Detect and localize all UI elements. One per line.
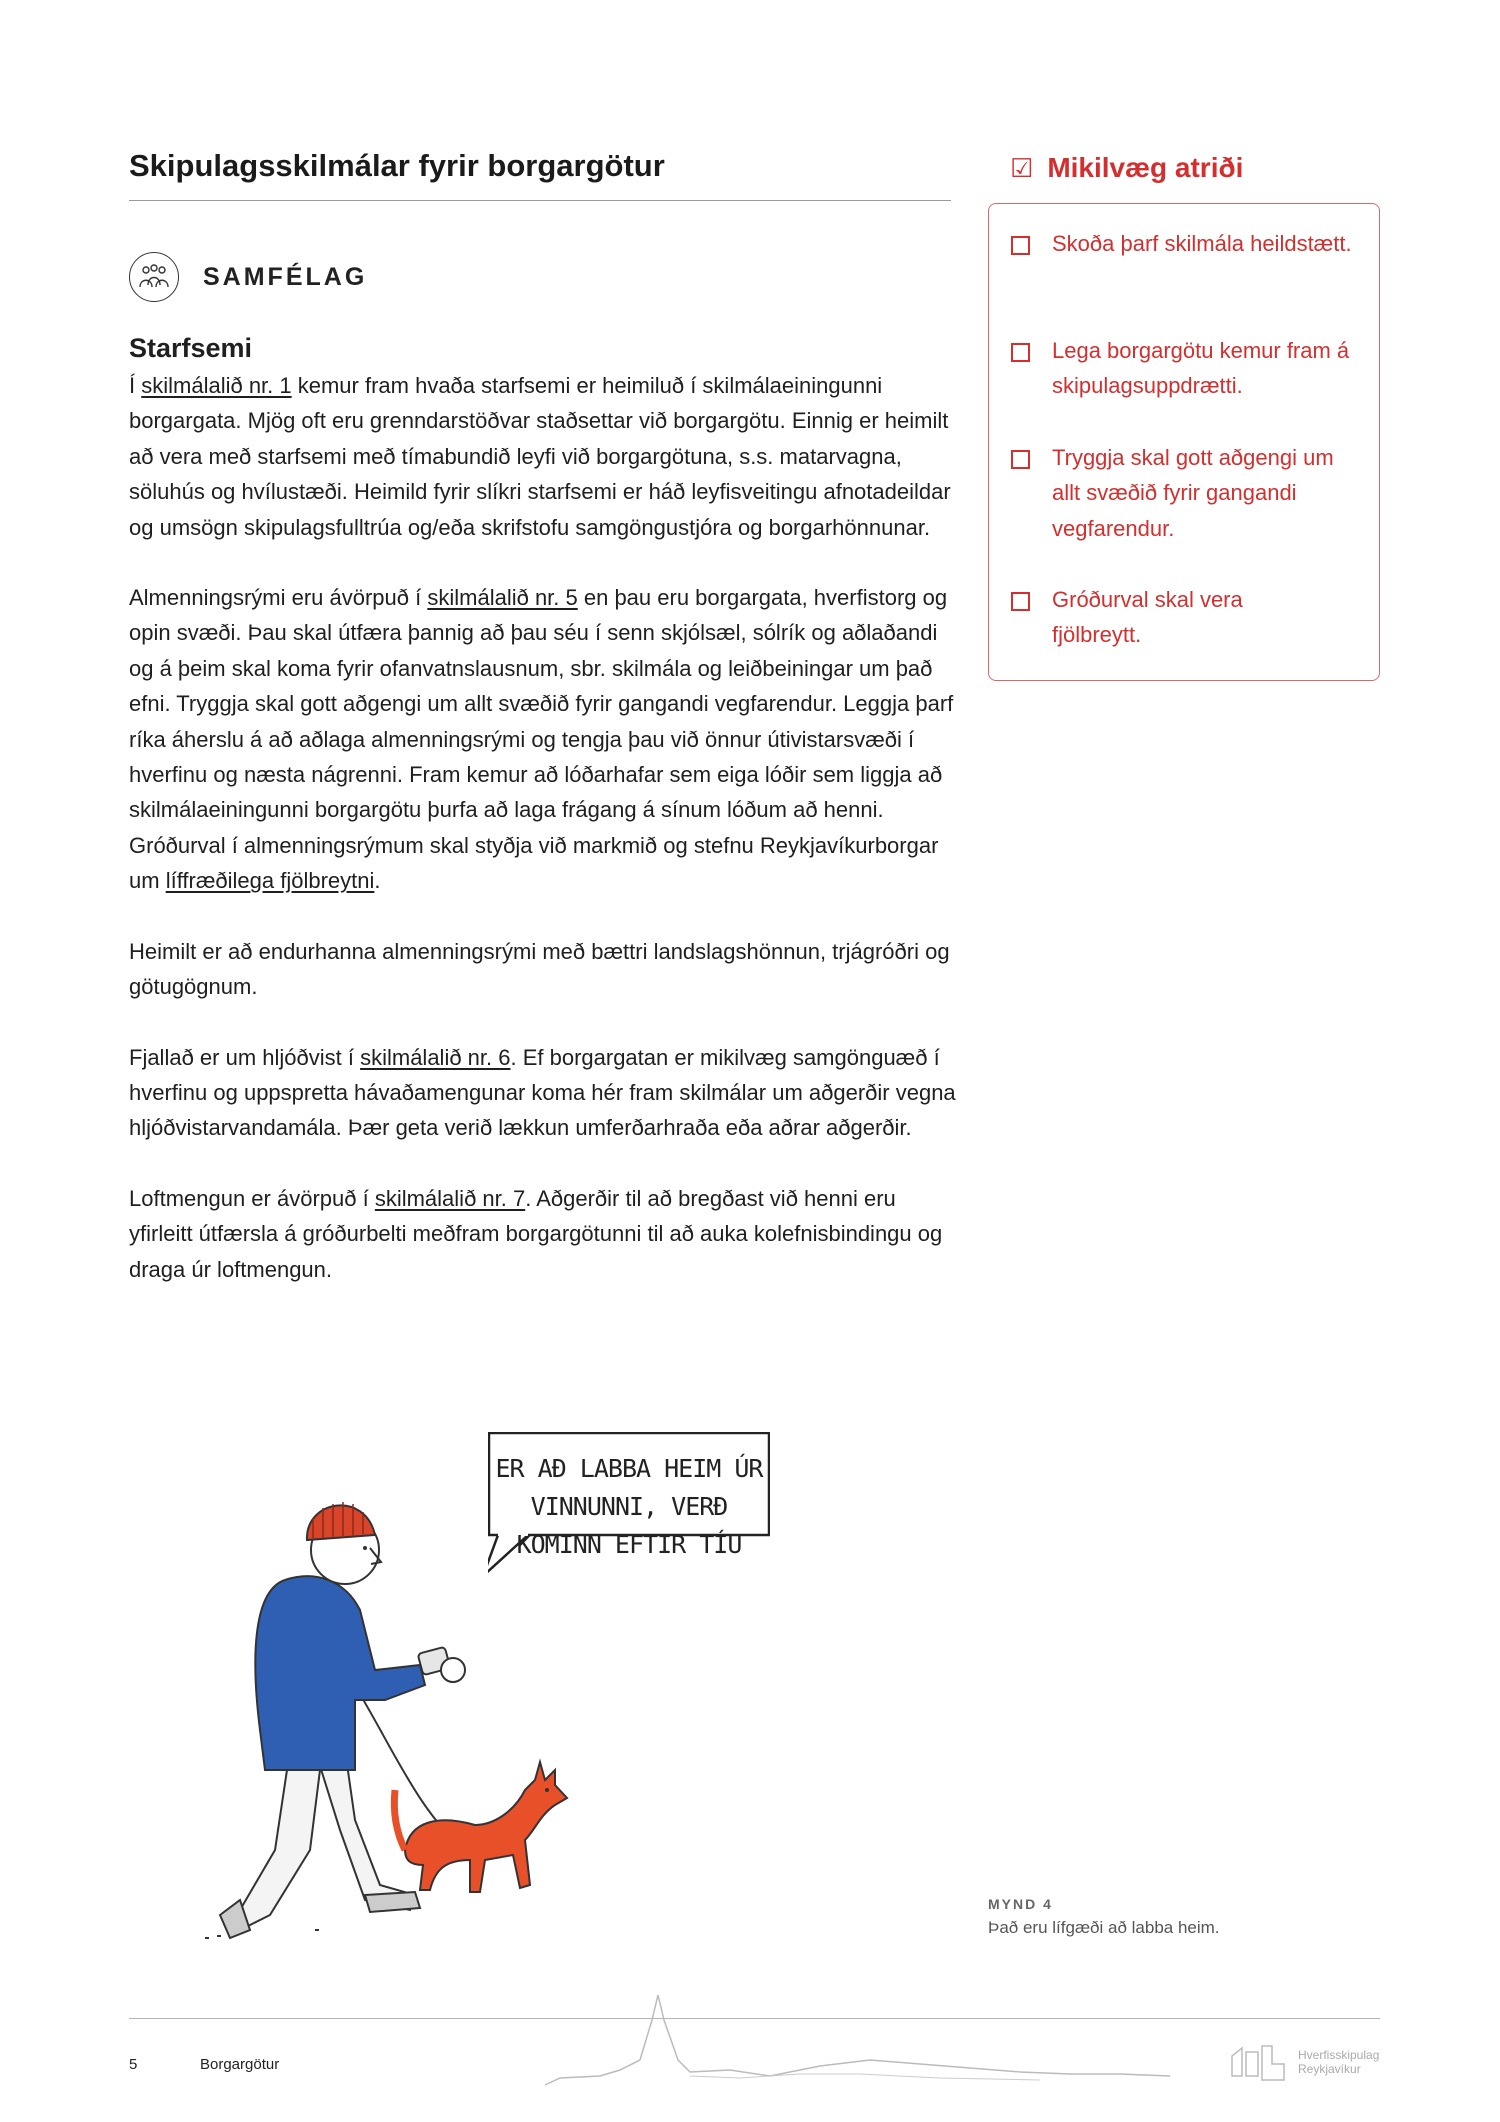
checklist-item-text: Lega borgargötu kemur fram á skipulagsuppdrætti. [1052, 338, 1350, 399]
text: . Ef borgargatan er mikilvæg samgönguæð í hverfinu og uppspretta hávaðamengunar koma hér fram skilmálar um aðgerðir vegna hljóðvistarvandamála. Þær geta verið lækkun umferðarhraða eða aðrar aðgerðir. [129, 1044, 956, 1141]
checkbox-checked-icon: ☑ [1010, 152, 1034, 183]
text: kemur fram hvaða starfsemi er heimiluð í skilmálaeiningunni borgargata. Mjög oft eru grenndarstöðvar staðsettar við borgargötu. Einnig er heimilt að vera með starfsemi með tímabundið leyfi við borgargötuna, s.s. matarvagna, söluhús og hvílustæði. Heimild fyrir slíkri starfsemi er háð leyfisveitingu afnotadeildar og umsögn skipulagsfulltrúa og/eða skrifstofu samgöngustjóra og borgarhönnunar. [129, 373, 951, 540]
text: en þau eru borgargata, hverfistorg og opin svæði. Þau skal útfæra þannig að þau séu í senn skjólsæl, sólrík og aðlaðandi og á þeim skal koma fyrir ofanvatnslausnum, sbr. skilmála og leiðbeiningar um það efni. Tryggja skal gott aðgengi um allt svæðið fyrir gangandi vegfarendur. Leggja þarf ríka áherslu á að aðlaga almenningsrými og tengja þau við önnur útivistarsvæði í hverfinu og næsta nágrenni. Fram kemur að lóðarhafar sem eiga lóðir sem liggja að skilmálaeiningunni borgargötu þurfa að laga frágang á sínum lóðum að henni. Gróðurval í almenningsrýmum skal styðja við markmið og stefnu Reykjavíkurborgar um [129, 585, 954, 894]
paragraph-3: Heimilt er að endurhanna almenningsrými með bættri landslagshönnun, trjágróðri og götugögnum. [129, 938, 950, 1000]
checklist-item-text: Tryggja skal gott aðgengi um allt svæðið fyrir gangandi vegfarendur. [1052, 445, 1334, 541]
link-skilmalalid-5[interactable]: skilmálalið nr. 5 [427, 585, 578, 611]
checkbox-icon[interactable] [1011, 236, 1030, 255]
figure-caption: Það eru lífgæði að labba heim. [988, 1918, 1220, 1937]
paragraph-4 [129, 1040, 959, 1146]
title-divider [129, 200, 951, 201]
hverfisskipulag-logo [1228, 2042, 1379, 2082]
paragraph-1 [129, 368, 959, 545]
checkbox-icon[interactable] [1011, 343, 1030, 362]
page-title: Skipulagsskilmálar fyrir borgargötur [129, 148, 665, 183]
text: . Aðgerðir til að bregðast við henni eru yfirleitt útfærsla á gróðurbelti meðfram borgargötunni til að auka kolefnisbindingu og draga úr loftmengun. [129, 1185, 943, 1282]
figure-label: MYND 4 [988, 1896, 1053, 1912]
text: Loftmengun er ávörpuð í [129, 1185, 375, 1211]
logo-line: Reykjavíkur [1298, 2062, 1361, 2076]
logo-line: Hverfisskipulag [1298, 2048, 1380, 2062]
logo-mark-icon [1228, 2042, 1292, 2082]
text: . [374, 868, 381, 894]
body-text [129, 330, 959, 1322]
checklist-box [988, 203, 1380, 681]
checklist-item [1011, 582, 1322, 653]
link-skilmalalid-7[interactable]: skilmálalið nr. 7 [374, 1185, 526, 1211]
checklist-item [1011, 440, 1342, 546]
section-heading: Starfsemi [129, 333, 253, 363]
text: Almenningsrými eru ávörpuð í [129, 585, 428, 611]
speech-bubble-text [488, 1450, 770, 1564]
checklist-item-text: Skoða þarf skilmála heildstætt. [1052, 231, 1352, 256]
text: Í [129, 373, 142, 398]
checklist-item-text: Gróðurval skal vera fjölbreytt. [1052, 587, 1243, 648]
checkbox-icon[interactable] [1011, 450, 1030, 469]
speech-line: KOMINN EFTIR TÍU [516, 1530, 742, 1559]
checklist-item [1011, 226, 1352, 261]
speech-line: VINNUNNI, VERÐ [530, 1492, 728, 1521]
city-skyline-drawing [540, 1990, 1180, 2090]
section-label: SAMFÉLAG [203, 262, 368, 291]
people-group-icon [129, 252, 179, 302]
checkbox-icon[interactable] [1011, 592, 1030, 611]
link-skilmalalid-6[interactable]: skilmálalið nr. 6 [360, 1044, 511, 1070]
speech-line: ER AÐ LABBA HEIM ÚR [495, 1454, 763, 1483]
section-header [129, 252, 367, 302]
link-liffraedileg-fjolbreytni[interactable]: líffræðilega fjölbreytni [165, 868, 375, 894]
text: Fjallað er um hljóðvist í [129, 1044, 361, 1070]
checklist-title: Mikilvæg atriði [1047, 152, 1244, 183]
link-skilmalalid-1[interactable]: skilmálalið nr. 1 [141, 373, 292, 398]
checklist-header [1010, 152, 1243, 184]
page-number: 5 [129, 2056, 138, 2073]
checklist-item [1011, 333, 1362, 404]
paragraph-5 [129, 1181, 959, 1287]
paragraph-2 [129, 580, 959, 899]
footer-section-name: Borgargötur [200, 2056, 280, 2073]
